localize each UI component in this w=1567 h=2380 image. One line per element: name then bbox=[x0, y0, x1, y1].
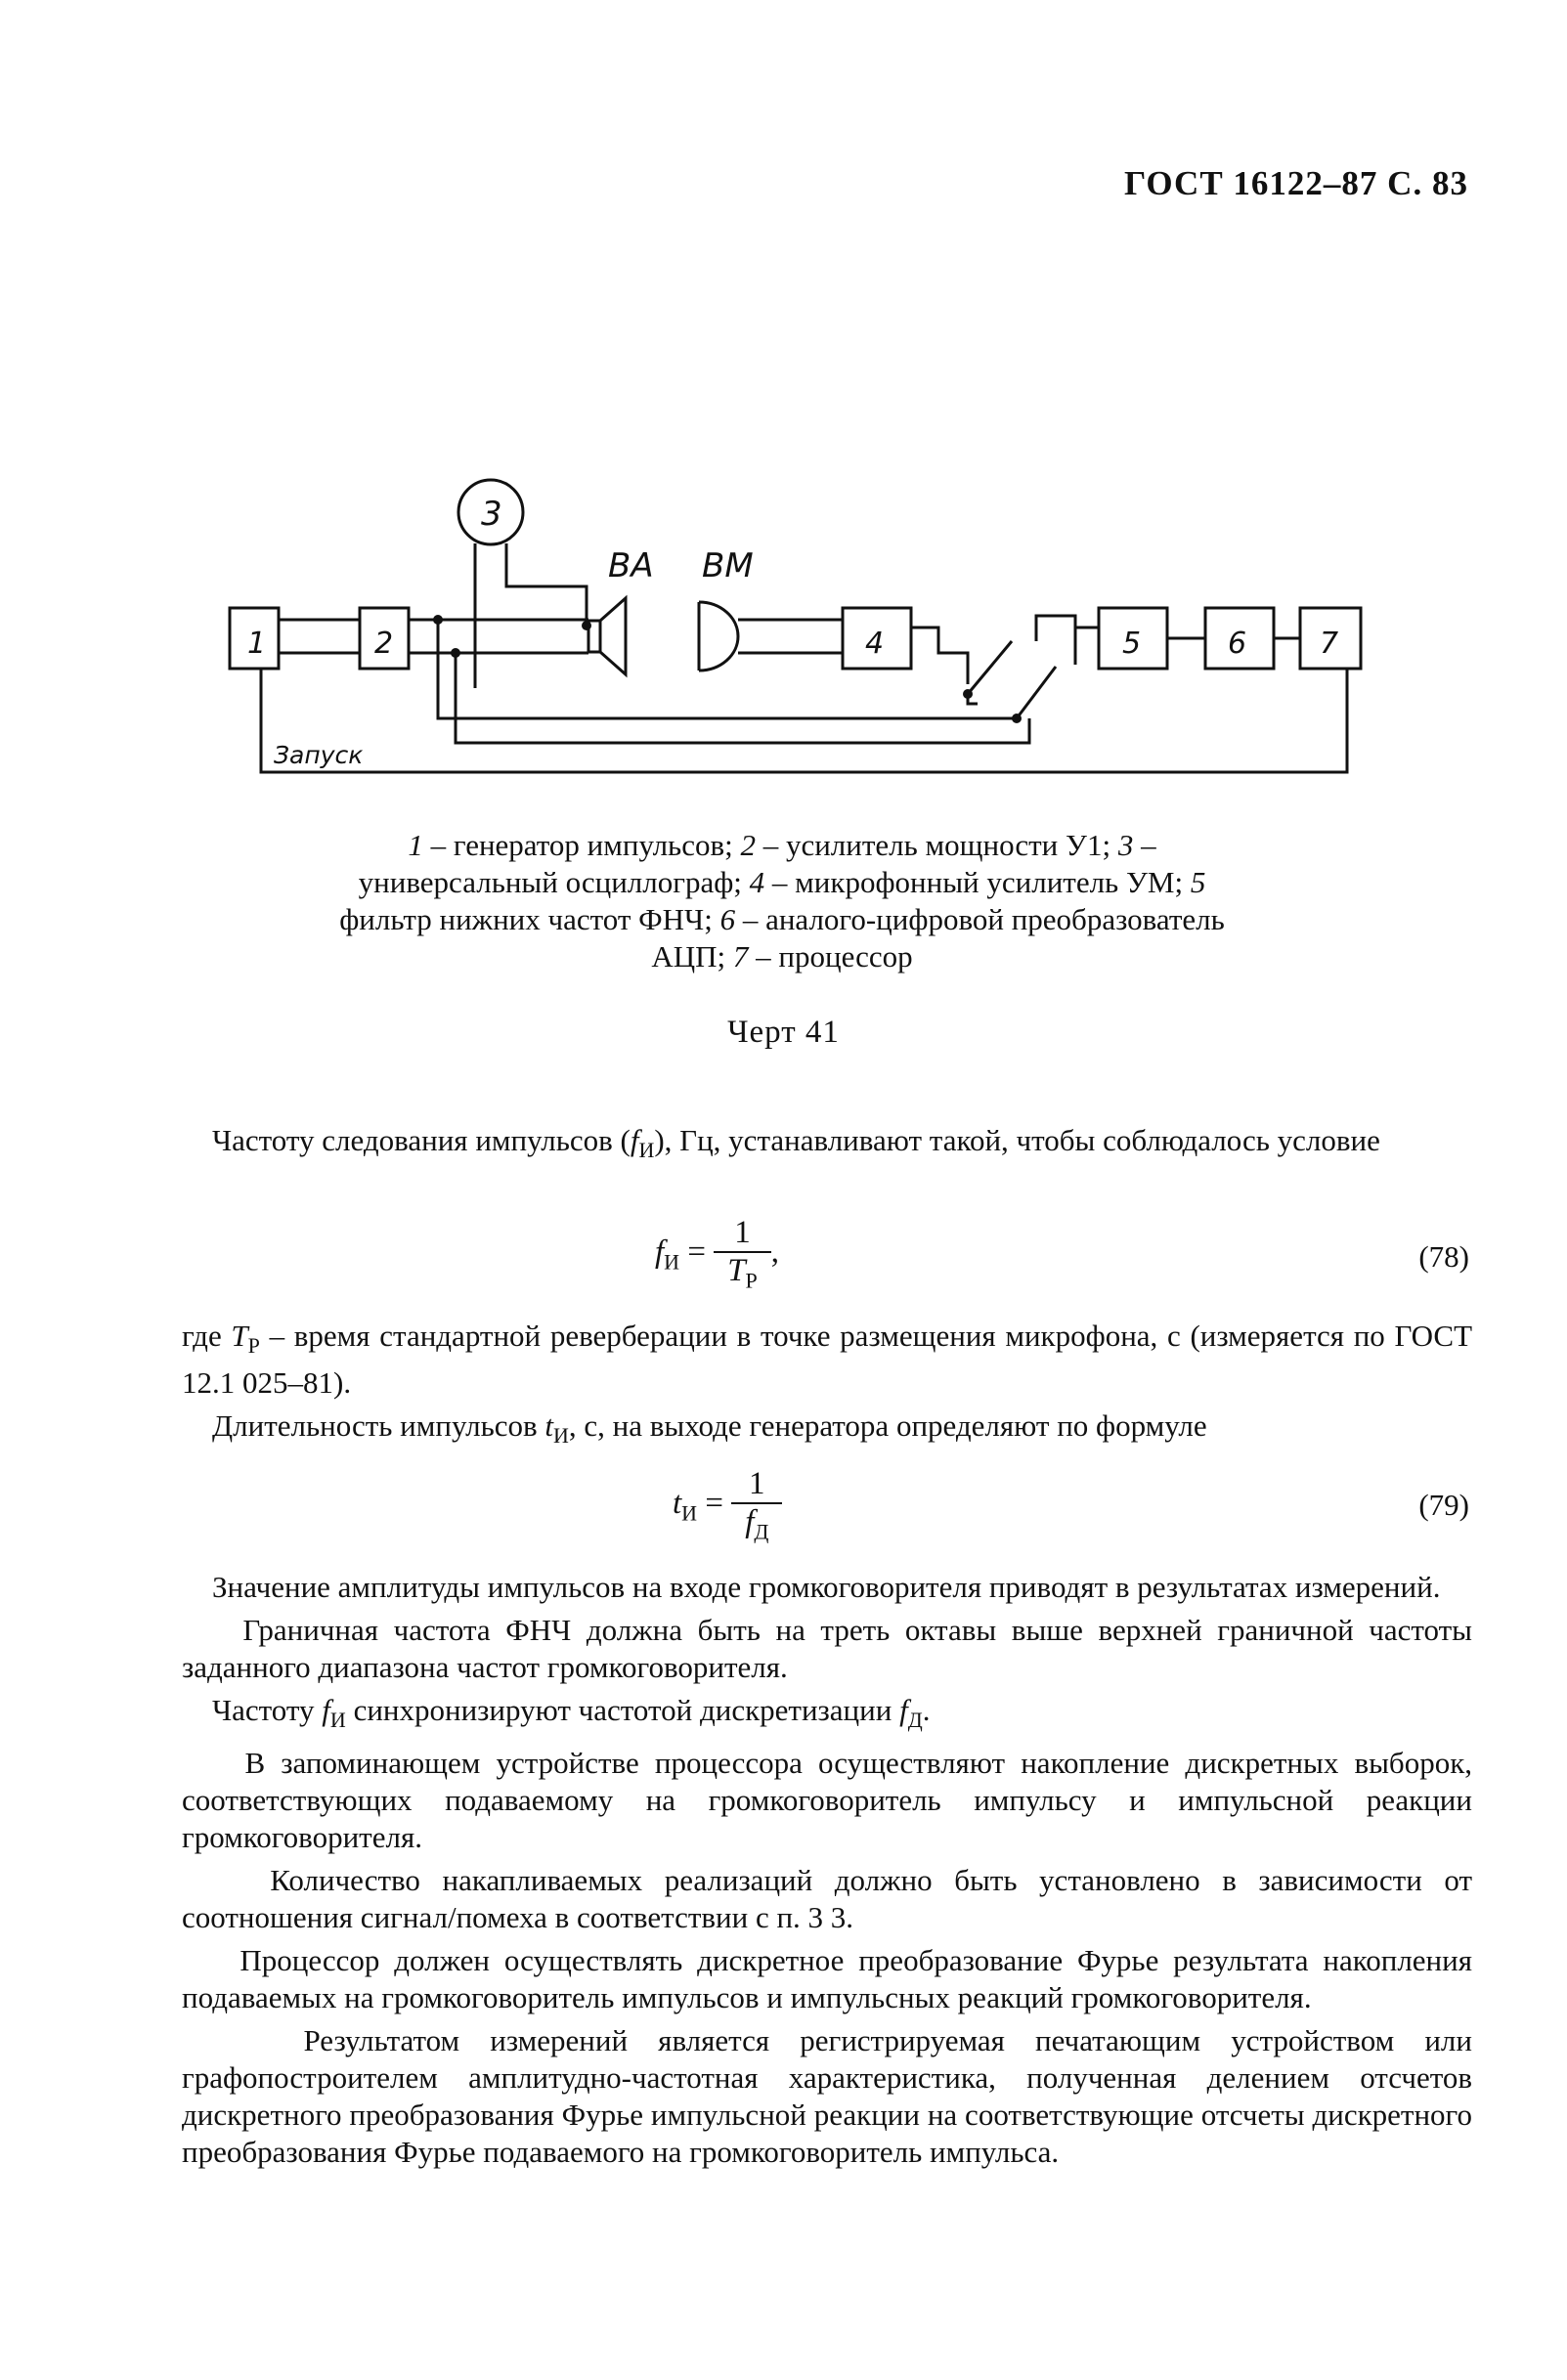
paragraph-7: В запоминающем устройстве процессора осуществляют накопление дискретных выборок, соответствующих подаваемому на громкоговоритель импульсу и импульсной реакции громкоговорителя. bbox=[182, 1746, 1473, 1855]
block-diagram bbox=[0, 0, 1567, 801]
paragraph-2: где $T_P$ – время стандартной реверберации в точке размещения микрофона, с (измеряется по ГОСТ 12.1 025–81). Длительность импульсов $t_И$, с, на выходе генератора определяют по формуле bbox=[182, 1319, 1473, 1449]
block-1-label: 1 bbox=[247, 627, 267, 661]
formula-78-number: (78) bbox=[1418, 1239, 1469, 1274]
paragraph-9: Процессор должен осуществлять дискретное преобразование Фурье результата накопления подаваемых на громкоговоритель импульсов и импульсных реакций громкоговорителя. bbox=[182, 1943, 1472, 2015]
label-ba: BA bbox=[608, 546, 654, 585]
microphone-icon bbox=[699, 602, 738, 671]
paragraph-8: Количество накапливаемых реализаций должно быть установлено в зависимости от соотношения сигнал/помеха в соответствии с п. 3 3. bbox=[182, 1863, 1472, 1935]
block-2-label: 2 bbox=[374, 627, 394, 661]
label-bm: BM bbox=[702, 546, 754, 585]
block-3-label: 3 bbox=[481, 495, 502, 534]
block-6-label: 6 bbox=[1228, 627, 1247, 661]
formula-79-number: (79) bbox=[1418, 1488, 1469, 1522]
paragraph-4: Значение амплитуды импульсов на входе громкоговорителя приводят в результатах измерений. bbox=[212, 1570, 1441, 1604]
page-header: ГОСТ 16122–87 С. 83 bbox=[1124, 164, 1468, 202]
paragraph-6: Частоту $f_И$ синхронизируют частотой дискретизации $f_Д$. bbox=[212, 1693, 931, 1733]
paragraph-5: Граничная частота ФНЧ должна быть на треть октавы выше верхней граничной частоты заданного диапазона частот громкоговорителя. bbox=[182, 1613, 1472, 1684]
label-start: Запуск bbox=[274, 741, 364, 769]
block-5-label: 5 bbox=[1122, 627, 1142, 661]
paragraph-1: Частоту следования импульсов $(f_И)$, Гц, устанавливают такой, чтобы соблюдалось условие bbox=[212, 1123, 1380, 1163]
body-text bbox=[182, 1569, 1472, 2177]
figure-caption: 1 – генератор импульсов; 2 – усилитель мощности У1; 3 – универсальный осциллограф; 4 – микрофонный усилитель УМ; 5 фильтр нижних частот ФНЧ; 6 – аналого-цифровой преобразователь АЦП; 7 – процессор bbox=[339, 828, 1225, 974]
formula-79: $t_И$ = $\frac{1}{f_Д}$ bbox=[673, 1466, 782, 1545]
paragraph-10: Результатом измерений является регистрируемая печатающим устройством или графопостроителем амплитудно-частотная характеристика, полученная делением отсчетов дискретного преобразования Фурье импульсной реакции на соответствующие отсчеты дискретного преобразования Фурье подаваемого на громкоговоритель импульса. bbox=[182, 2023, 1472, 2170]
formula-78: $f_И$ = $\frac{1}{T_P}$ , bbox=[655, 1215, 780, 1293]
figure-title: Черт 41 bbox=[727, 1015, 840, 1050]
block-4-label: 4 bbox=[865, 627, 885, 661]
block-7-label: 7 bbox=[1320, 627, 1339, 661]
